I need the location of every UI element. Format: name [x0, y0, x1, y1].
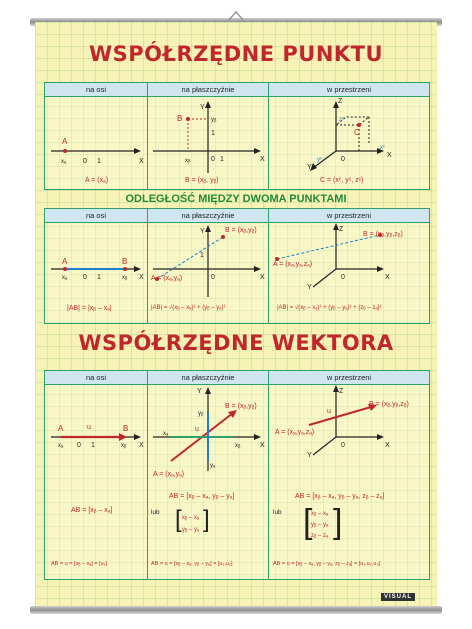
- svg-text:0: 0: [341, 274, 345, 281]
- svg-text:xₐ: xₐ: [62, 275, 68, 281]
- bottom-hanging-rod: [30, 606, 442, 614]
- title-vector-coordinates: WSPÓŁRZĘDNE WEKTORA: [78, 331, 394, 355]
- header-space: w przestrzeni: [269, 83, 429, 97]
- formula-space-point: C = (xᶜ, yᶜ, zᶜ): [320, 177, 364, 184]
- svg-text:1: 1: [91, 442, 95, 449]
- svg-text:xₐ: xₐ: [58, 443, 64, 449]
- svg-text:u: u: [195, 426, 199, 433]
- x-axis-label: X: [139, 158, 144, 165]
- svg-text:0: 0: [77, 442, 81, 449]
- svg-text:xᵦ: xᵦ: [235, 443, 241, 449]
- svg-text:Y: Y: [307, 284, 312, 291]
- space-point-b-label: B = (xᵦ,yᵦ,zᵦ): [363, 231, 403, 238]
- formula-axis-distance: |AB| = |xᵦ – xₐ|: [67, 305, 112, 312]
- formula-axis-point: A = (xₐ): [85, 177, 109, 184]
- point-c-marker: [357, 123, 361, 127]
- vector-plane-formula-full: AB = u = [xᵦ – xₐ, yᵦ – yₐ] = [u₁,u₂]: [151, 561, 233, 567]
- header-axis: na osi: [45, 83, 147, 97]
- svg-text:Y: Y: [307, 164, 312, 171]
- vector-space-b-label: B = (xᵦ,yᵦ,zᵦ): [369, 401, 409, 408]
- header-space-3: w przestrzeni: [269, 371, 429, 385]
- svg-text:yᵦ – yₐ: yᵦ – yₐ: [311, 522, 329, 528]
- svg-text:[: [: [175, 506, 182, 533]
- vector-plane-formula: AB = [xᵦ – xₐ, yᵦ – yₐ]: [169, 493, 235, 500]
- svg-text:0: 0: [211, 274, 215, 281]
- vector-plane-a-label: A = (xₐ,yₐ): [153, 471, 185, 478]
- tick-xa: xₐ: [61, 159, 67, 165]
- svg-text:1: 1: [97, 274, 101, 281]
- hanger-hook: [226, 10, 246, 22]
- tick-zero: 0: [83, 158, 87, 165]
- svg-text:yᵦ: yᵦ: [198, 411, 204, 417]
- header-plane-3: na płaszczyźnie: [148, 371, 268, 385]
- header-plane: na płaszczyźnie: [148, 83, 268, 97]
- svg-text:]: ]: [203, 506, 210, 533]
- lub-label-space: lub: [273, 509, 282, 516]
- svg-text:yᵦ – yₐ: yᵦ – yₐ: [182, 527, 200, 533]
- vector-space-formula: AB = [xᵦ – xₐ, yᵦ – yₐ, zᵦ – zₐ]: [295, 493, 385, 500]
- svg-text:xᵦ: xᵦ: [185, 158, 191, 164]
- svg-text:[: [: [303, 503, 313, 541]
- svg-text:xᶜ: xᶜ: [380, 145, 386, 151]
- svg-text:X: X: [385, 442, 390, 449]
- svg-text:B: B: [122, 257, 128, 266]
- svg-text:zᵦ – zₐ: zᵦ – zₐ: [311, 533, 329, 539]
- space-point-a-label: A = (xₐ,yₐ,zₐ): [273, 261, 313, 268]
- svg-text:u: u: [87, 424, 91, 431]
- svg-text:0: 0: [83, 274, 87, 281]
- svg-text:xᵦ – xₐ: xᵦ – xₐ: [182, 515, 200, 521]
- svg-text:A: A: [58, 424, 64, 433]
- point-diagrams: [45, 83, 429, 189]
- publisher-logo: VISUAL: [381, 593, 415, 601]
- vector-ab-space: [309, 407, 371, 425]
- svg-text:]: ]: [333, 503, 343, 541]
- x-axis-arrow: [134, 148, 141, 154]
- formula-plane-point: B = (xᵦ, yᵦ): [185, 177, 219, 184]
- plane-point-b-label: B = (xᵦ,yᵦ): [225, 227, 257, 234]
- svg-text:1: 1: [211, 130, 215, 137]
- plane-point-a-label: A = (xₐ,yₐ): [151, 275, 183, 282]
- svg-text:0: 0: [211, 156, 215, 163]
- svg-text:xₐ: xₐ: [163, 431, 169, 437]
- header-axis-2: na osi: [45, 209, 147, 223]
- svg-text:Y: Y: [200, 104, 205, 111]
- panel-vector-coordinates: [44, 370, 430, 580]
- svg-text:Z: Z: [338, 98, 343, 105]
- svg-text:X: X: [387, 152, 392, 159]
- vector-plane-b-label: B = (xᵦ,yᵦ): [225, 403, 257, 410]
- svg-text:yₐ: yₐ: [210, 463, 216, 469]
- svg-text:xᵦ – xₐ: xᵦ – xₐ: [311, 511, 329, 517]
- svg-text:u: u: [327, 408, 331, 415]
- vector-axis-formula-full: AB = u = [xᵦ – xₐ] = [u₁]: [51, 561, 108, 567]
- vector-space-a-label: A = (xₐ,yₐ,zₐ): [275, 429, 315, 436]
- header-plane-2: na płaszczyźnie: [148, 209, 268, 223]
- svg-text:X: X: [139, 442, 144, 449]
- svg-text:X: X: [260, 442, 265, 449]
- lub-label-plane: lub: [151, 509, 160, 516]
- svg-text:0: 0: [341, 442, 345, 449]
- vector-axis-formula: AB = [xᵦ – xₐ]: [71, 507, 113, 514]
- svg-text:0: 0: [341, 156, 345, 163]
- svg-text:X: X: [139, 274, 144, 281]
- svg-text:X: X: [260, 156, 265, 163]
- header-axis-3: na osi: [45, 371, 147, 385]
- panel-point-coordinates: [44, 82, 430, 190]
- subtitle-distance: ODLEGŁOŚĆ MIĘDZY DWOMA PUNKTAMI: [125, 193, 347, 205]
- svg-text:yᵦ: yᵦ: [211, 117, 217, 123]
- svg-text:A: A: [62, 257, 68, 266]
- formula-plane-distance: |AB| = √(xᵦ – xₐ)² + (yᵦ – yₐ)²: [151, 305, 226, 311]
- point-b-label: B: [177, 114, 183, 123]
- svg-text:1: 1: [200, 252, 204, 259]
- svg-text:B: B: [123, 424, 129, 433]
- svg-text:Z: Z: [339, 226, 344, 233]
- svg-text:Z: Z: [339, 388, 344, 395]
- point-a-marker: [63, 149, 67, 153]
- svg-text:Y: Y: [197, 388, 202, 395]
- formula-space-distance: |AB| = √(xᵦ – xₐ)² + (yᵦ – yₐ)² + (zᵦ – zₐ)²: [277, 305, 382, 311]
- vector-space-formula-full: AB = u = [xᵦ – xₐ, yᵦ – yₐ, zᵦ – zₐ] = [u₁,u₂,u₃]: [273, 561, 381, 567]
- svg-text:X: X: [385, 274, 390, 281]
- svg-text:Y: Y: [200, 228, 205, 235]
- svg-text:yᶜ: yᶜ: [317, 157, 323, 163]
- svg-text:xᵦ: xᵦ: [122, 275, 128, 281]
- point-c-label: C: [354, 128, 360, 137]
- svg-text:zᶜ: zᶜ: [339, 117, 345, 123]
- header-space-2: w przestrzeni: [269, 209, 429, 223]
- point-a-label: A: [62, 137, 68, 146]
- svg-text:Y: Y: [307, 452, 312, 459]
- svg-text:1: 1: [220, 156, 224, 163]
- svg-text:X: X: [260, 274, 265, 281]
- svg-text:xᵦ: xᵦ: [121, 443, 127, 449]
- panel-distance: [44, 208, 430, 324]
- title-point-coordinates: WSPÓŁRZĘDNE PUNKTU: [88, 42, 384, 66]
- tick-one: 1: [97, 158, 101, 165]
